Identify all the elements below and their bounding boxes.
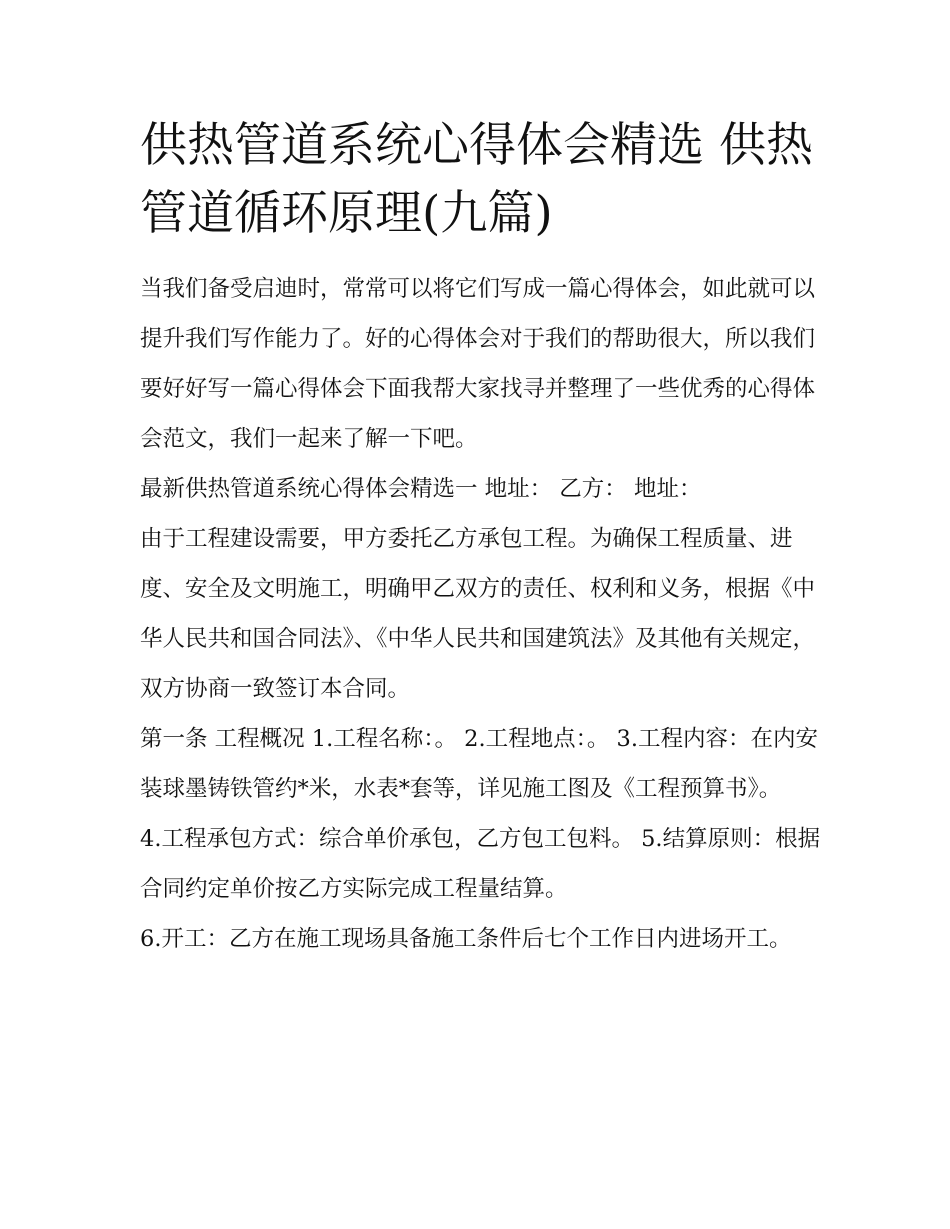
- document-title: 供热管道系统心得体会精选 供热管道循环原理(九篇): [140, 118, 813, 241]
- paragraph-article-one: 第一条 工程概况 1.工程名称：。 2.工程地点：。 3.工程内容：在内安装球墨铸铁管约*米，水表*套等，详见施工图及《工程预算书》。: [140, 726, 819, 802]
- paragraph-intro: 当我们备受启迪时，常常可以将它们写成一篇心得体会，如此就可以提升我们写作能力了。好的心得体会对于我们的帮助很大，所以我们要好好写一篇心得体会下面我帮大家找寻并整理了一些优秀的心得体会范文，我们一起来了解一下吧。: [140, 276, 816, 452]
- document-body: [140, 112, 830, 964]
- paragraph-section-heading: 最新供热管道系统心得体会精选一 地址： 乙方： 地址：: [140, 476, 702, 502]
- paragraph-start-work: 6.开工：乙方在施工现场具备施工条件后七个工作日内进场开工。: [140, 926, 792, 952]
- paragraph-contract-method: 4.工程承包方式：综合单价承包，乙方包工包料。 5.结算原则：根据合同约定单价按乙方实际完成工程量结算。: [140, 826, 821, 902]
- paragraph-list: [140, 264, 830, 964]
- paragraph-contract-purpose: 由于工程建设需要，甲方委托乙方承包工程。为确保工程质量、进度、安全及文明施工，明确甲乙双方的责任、权利和义务，根据《中华人民共和国合同法》、《中华人民共和国建筑法》及其他有关规定，双方协商一致签订本合同。: [140, 526, 816, 702]
